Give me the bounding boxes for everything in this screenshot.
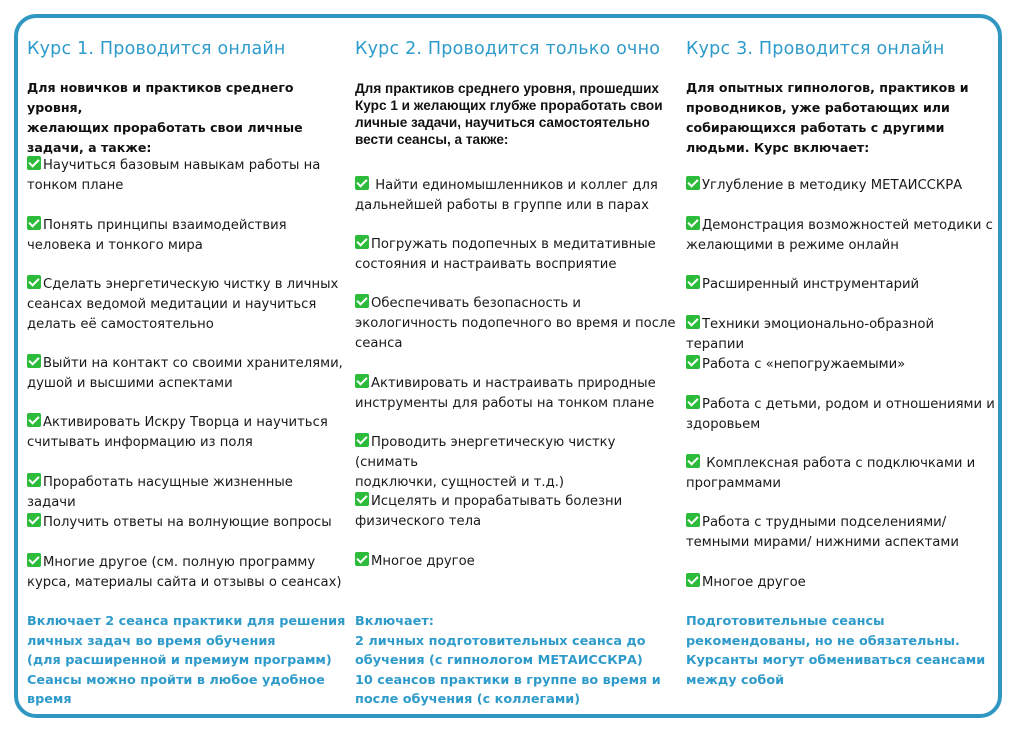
list-item [686,176,962,196]
item-text: делать её самостоятельно [27,317,214,332]
list-item [27,513,332,533]
check-icon [27,216,41,230]
list-item [355,492,622,532]
check-icon [686,454,700,468]
list-item [355,294,676,354]
item-text: желающими в режиме онлайн [686,238,899,253]
item-text: состояния и настраивать восприятие [355,257,617,272]
check-icon [686,573,700,587]
list-item [686,395,995,435]
check-icon [686,315,700,329]
list-item [355,176,658,216]
check-icon [27,513,41,527]
note-line: личных задач во время обучения [27,633,276,649]
course-1-column [27,0,345,729]
check-icon [27,354,41,368]
item-text: Демонстрация возможностей методики с [702,218,993,233]
check-icon [27,156,41,170]
intro-line: Для новичков и практиков среднего уровня, [27,80,294,115]
item-text: душой и высшими аспектами [27,376,233,391]
note-line: Курсанты могут обмениваться сеансами [686,653,986,668]
item-text: Активировать Искру Творца и научиться [43,415,328,430]
note-line: Подготовительные сеансы [686,614,885,629]
item-text: Многие другое (см. полную программу [43,555,316,570]
check-icon [355,235,369,249]
item-text: Проводить энергетическую чистку (снимать [355,435,616,470]
intro-line: личные задачи, научиться самостоятельно [355,115,650,130]
item-text: Многое другое [702,575,806,590]
item-text: темными мирами/ нижними аспектами [686,535,959,550]
note-line: Включает: [355,614,434,629]
item-text: Работа с «непогружаемыми» [702,357,906,372]
check-icon [686,275,700,289]
list-item [686,216,993,256]
item-text: считывать информацию из поля [27,435,253,450]
course-3-title: Курс 3. Проводится онлайн [686,39,945,59]
list-item [27,156,320,196]
check-icon [686,355,700,369]
list-item [686,315,996,355]
check-icon [686,176,700,190]
item-text: Техники эмоционально-образной терапии [686,317,935,352]
item-text: Выйти на контакт со своими хранителями, [43,356,343,371]
list-item [355,235,656,275]
course-2-intro [355,80,663,148]
item-text: инструменты для работы на тонком плане [355,396,655,411]
course-3-column [686,0,996,729]
item-text: Многое другое [371,554,475,569]
check-icon [355,552,369,566]
check-icon [686,513,700,527]
item-text: Исцелять и прорабатывать болезни [371,494,623,509]
intro-line: желающих проработать свои личные [27,120,303,135]
check-icon [355,374,369,388]
check-icon [355,433,369,447]
intro-line: проводников, уже работающих или [686,100,950,115]
item-text: Проработать насущные жизненные задачи [27,475,293,510]
intro-line: людьми. Курс включает: [686,140,870,155]
note-line: рекомендованы, но не обязательны. [686,633,960,649]
item-text: Погружать подопечных в медитативные [371,237,656,252]
list-item [27,473,345,513]
note-line: Сеансы можно пройти в любое удобное [27,672,325,688]
check-icon [355,294,369,308]
course-2-note [355,612,661,710]
note-line: между собой [686,672,785,688]
note-line: обучения (с гипнологом МЕТАИССКРА) [355,653,643,668]
item-text: тонком плане [27,178,124,193]
item-text: программами [686,476,781,491]
intro-line: задачи, а также: [27,140,152,155]
course-2-title: Курс 2. Проводится только очно [355,39,661,59]
list-item [27,413,328,453]
course-2-column [355,0,680,729]
note-line: (для расширенной и премиум программ) [27,653,332,668]
check-icon [27,553,41,567]
check-icon [686,216,700,230]
item-text: Найти единомышленников и коллег для [371,178,658,193]
list-item [686,573,806,593]
check-icon [27,275,41,289]
check-icon [686,395,700,409]
item-text: Работа с трудными подселениями/ [702,515,947,530]
intro-line: вести сеансы, а также: [355,132,509,147]
item-text: экологичность подопечного во время и после [355,316,676,331]
item-text: физического тела [355,514,482,529]
item-text: Получить ответы на волнующие вопросы [43,515,332,530]
course-1-title: Курс 1. Проводится онлайн [27,39,286,59]
check-icon [355,176,369,190]
note-line: 2 личных подготовительных сеанса до [355,633,646,649]
list-item [355,374,656,414]
intro-line: Для практиков среднего уровня, прошедших [355,81,659,96]
check-icon [27,473,41,487]
item-text: Обеспечивать безопасность и [371,296,581,311]
course-3-intro [686,78,969,158]
course-1-note [27,612,345,710]
list-item [27,354,343,394]
intro-line: Для опытных гипнологов, практиков и [686,80,969,95]
note-line: после обучения (с коллегами) [355,692,581,707]
list-item [27,553,342,593]
list-item [355,433,680,493]
list-item [355,552,475,572]
item-text: подключки, сущностей и т.д.) [355,475,565,490]
note-line: 10 сеансов практики в группе во время и [355,672,661,688]
list-item [27,216,287,256]
item-text: Углубление в методику МЕТАИССКРА [702,178,963,193]
list-item [686,355,905,375]
item-text: здоровьем [686,417,761,432]
item-text: Расширенный инструментарий [702,277,920,292]
note-line: Включает 2 сеанса практики для решения [27,614,346,629]
check-icon [355,492,369,506]
course-1-intro [27,78,345,158]
item-text: Комплексная работа с подключками и [702,456,976,471]
item-text: курса, материалы сайта и отзывы о сеансах) [27,575,342,590]
list-item [27,275,338,335]
course-3-note [686,612,985,690]
item-text: человека и тонкого мира [27,238,203,253]
list-item [686,454,975,494]
item-text: Активировать и настраивать природные [371,376,656,391]
intro-line: собирающихся работать с другими [686,120,945,135]
note-line: время [27,692,72,707]
item-text: Сделать энергетическую чистку в личных [43,277,339,292]
item-text: Научиться базовым навыкам работы на [43,158,321,173]
intro-line: Курс 1 и желающих глубже проработать свои [355,98,663,113]
check-icon [27,413,41,427]
item-text: сеансах ведомой медитации и научиться [27,297,317,312]
item-text: Понять принципы взаимодействия [43,218,287,233]
item-text: Работа с детьми, родом и отношениями и [702,397,995,412]
list-item [686,513,959,553]
item-text: сеанса [355,336,403,351]
list-item [686,275,919,295]
item-text: дальнейшей работы в группе или в парах [355,198,649,213]
